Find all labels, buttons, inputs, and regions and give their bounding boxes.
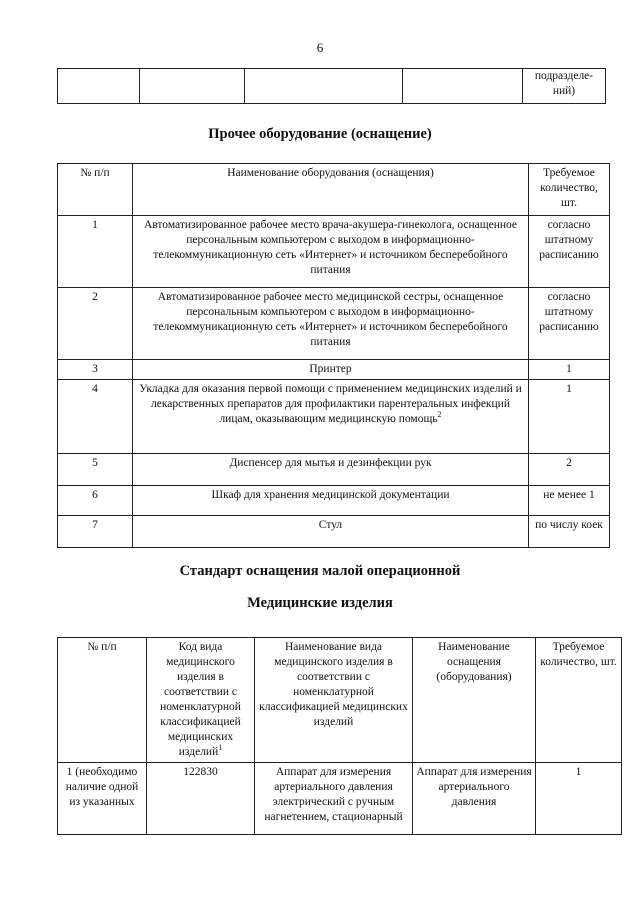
row-num: 3 [58, 360, 133, 380]
table-row [58, 516, 610, 548]
medical-devices-table [57, 637, 622, 835]
header-equipment: Наименование оснащения (оборудования) [413, 638, 536, 763]
row-qty: согласно штатному расписанию [529, 288, 610, 360]
header-num: № п/п [58, 164, 133, 216]
cell-line: подразделе- [534, 70, 594, 82]
row-qty: 1 [536, 763, 622, 835]
row-qty: по числу коек [529, 516, 610, 548]
row-name [133, 380, 529, 454]
row-qty: 2 [529, 454, 610, 486]
table-row [58, 486, 610, 516]
other-equipment-table [57, 163, 610, 548]
section-subheading-medical-devices: Медицинские изделия [247, 595, 393, 611]
table-header-row [58, 638, 622, 763]
row-num: 1 [58, 216, 133, 288]
table-cell [245, 69, 403, 104]
row-qty: не менее 1 [529, 486, 610, 516]
table-row [58, 763, 622, 835]
header-kind: Наименование вида медицинского изделия в соответствии с номенклатурной классификацией медицинских изделий [255, 638, 413, 763]
row-num: 4 [58, 380, 133, 454]
table-header-row [58, 164, 610, 216]
row-num: 6 [58, 486, 133, 516]
table-row [58, 380, 610, 454]
table-row [58, 288, 610, 360]
row-name: Автоматизированное рабочее место врача-акушера-гинеколога, оснащенное персональным компьютером с выходом в информационно-телекоммуникационную сеть «Интернет» и источником бесперебойного питания [133, 216, 529, 288]
table-row [58, 360, 610, 380]
table-cell [523, 69, 606, 104]
header-name: Наименование оборудования (оснащения) [133, 164, 529, 216]
header-num: № п/п [58, 638, 147, 763]
previous-table-fragment [57, 68, 606, 104]
row-name: Шкаф для хранения медицинской документации [133, 486, 529, 516]
footnote-mark: 1 [218, 743, 223, 753]
row-code: 122830 [147, 763, 255, 835]
row-num: 5 [58, 454, 133, 486]
row-name-text: Укладка для оказания первой помощи с применением медицинских изделий и лекарственных препаратов для профилактики парентеральных инфекций лицам, оказывающим медицинскую помощь [139, 383, 522, 425]
header-qty: Требуемое количество, шт. [529, 164, 610, 216]
row-name: Автоматизированное рабочее место медицинской сестры, оснащенное персональным компьютером с выходом в информационно-телекоммуникационную сеть «Интернет» и источником бесперебойного питания [133, 288, 529, 360]
page-number: 6 [316, 40, 324, 55]
table-cell [140, 69, 245, 104]
row-num: 2 [58, 288, 133, 360]
row-num: 1 (необходимо наличие одной из указанных [58, 763, 147, 835]
header-qty: Требуемое количество, шт. [536, 638, 622, 763]
cell-line: ний) [552, 85, 576, 97]
row-kind: Аппарат для измерения артериального давления электрический с ручным нагнетением, стационарный [255, 763, 413, 835]
table-cell [403, 69, 523, 104]
row-equipment: Аппарат для измерения артериального давления [413, 763, 536, 835]
row-num: 7 [58, 516, 133, 548]
table-row [58, 454, 610, 486]
row-name: Стул [133, 516, 529, 548]
footnote-mark: 2 [437, 410, 442, 420]
section-heading-other-equipment: Прочее оборудование (оснащение) [208, 126, 432, 142]
row-name: Диспенсер для мытья и дезинфекции рук [133, 454, 529, 486]
row-qty: 1 [529, 360, 610, 380]
table-cell [58, 69, 140, 104]
header-code [147, 638, 255, 763]
row-name: Принтер [133, 360, 529, 380]
section-heading-standard: Стандарт оснащения малой операционной [179, 563, 461, 579]
row-qty: согласно штатному расписанию [529, 216, 610, 288]
table-row [58, 216, 610, 288]
table-row [58, 69, 606, 104]
row-qty: 1 [529, 380, 610, 454]
header-code-text: Код вида медицинского изделия в соответствии с номенклатурной классификацией медицинских изделий [160, 641, 241, 758]
